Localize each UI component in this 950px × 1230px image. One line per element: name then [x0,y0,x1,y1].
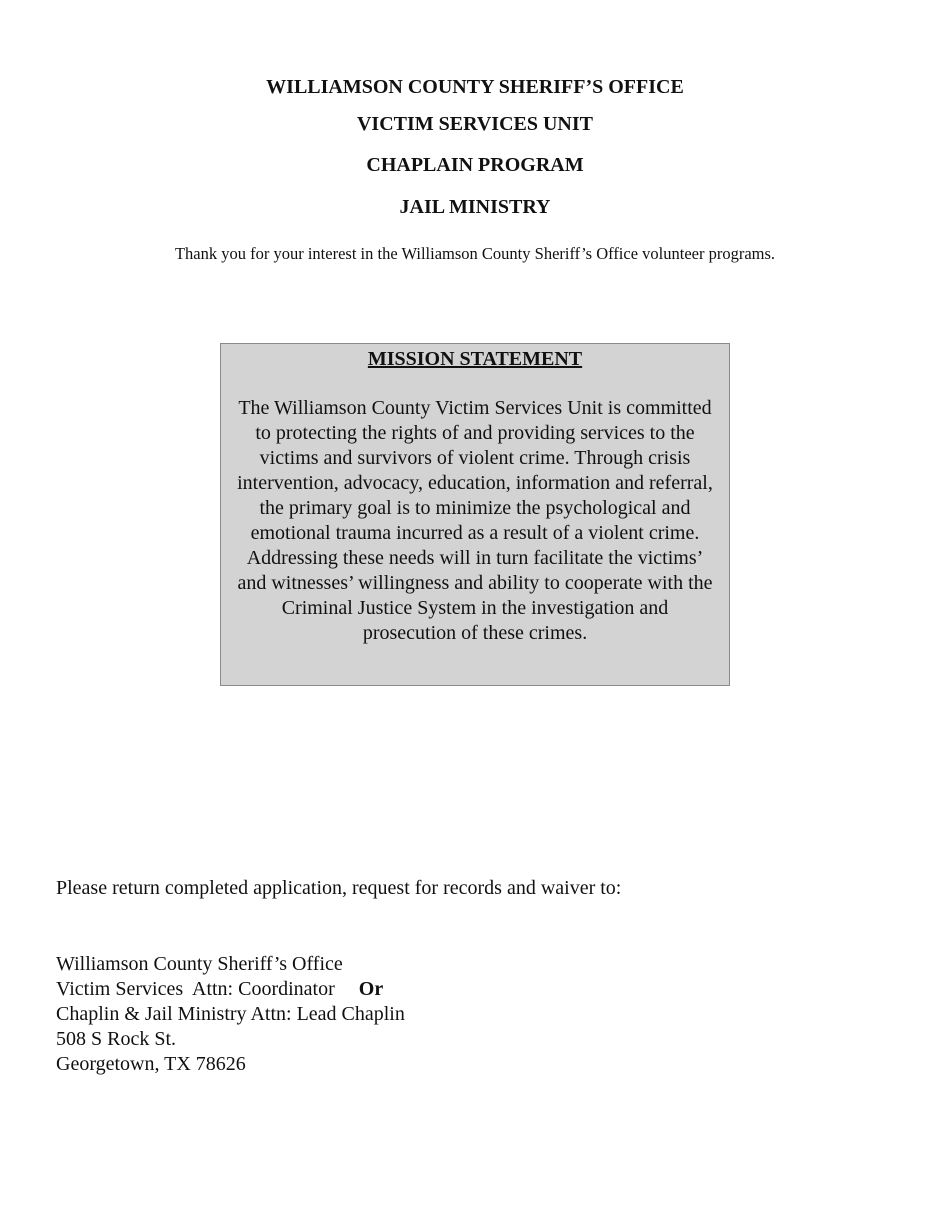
return-instructions: Please return completed application, request for records and waiver to: [56,877,622,899]
header-unit-name: VICTIM SERVICES UNIT [356,113,593,135]
address-line-office: Williamson County Sheriff’s Office [56,953,343,975]
address-line-city: Georgetown, TX 78626 [56,1053,246,1075]
mission-statement-box [220,343,730,686]
mission-title: MISSION STATEMENT [367,348,583,370]
address-line-chaplin: Chaplin & Jail Ministry Attn: Lead Chaplin [56,1003,405,1025]
address-line-street: 508 S Rock St. [56,1028,177,1050]
mailing-address [56,952,405,1077]
intro-text: Thank you for your interest in the Williamson County Sheriff’s Office volunteer programs. [174,244,776,263]
address-line-victim-services [56,977,405,1002]
header-agency-name: WILLIAMSON COUNTY SHERIFF’S OFFICE [266,76,684,98]
or-label: Or [358,978,384,1000]
victim-services-attn: Victim Services Attn: Coordinator [56,978,335,1000]
header-ministry-name: JAIL MINISTRY [399,196,551,218]
mission-body: The Williamson County Victim Services Unit is committed to protecting the rights of and providing services to the victims and survivors of violent crime. Through crisis intervention, advocacy, education, information and referral, the primary goal is to minimize the psychological and emotional trauma incurred as a result of a violent crime. Addressing these needs will in turn facilitate the victims’ and witnesses’ willingness and ability to cooperate with the Criminal Justice System in the investigation and prosecution of these crimes. [237,397,713,644]
header-program-name: CHAPLAIN PROGRAM [366,154,584,176]
